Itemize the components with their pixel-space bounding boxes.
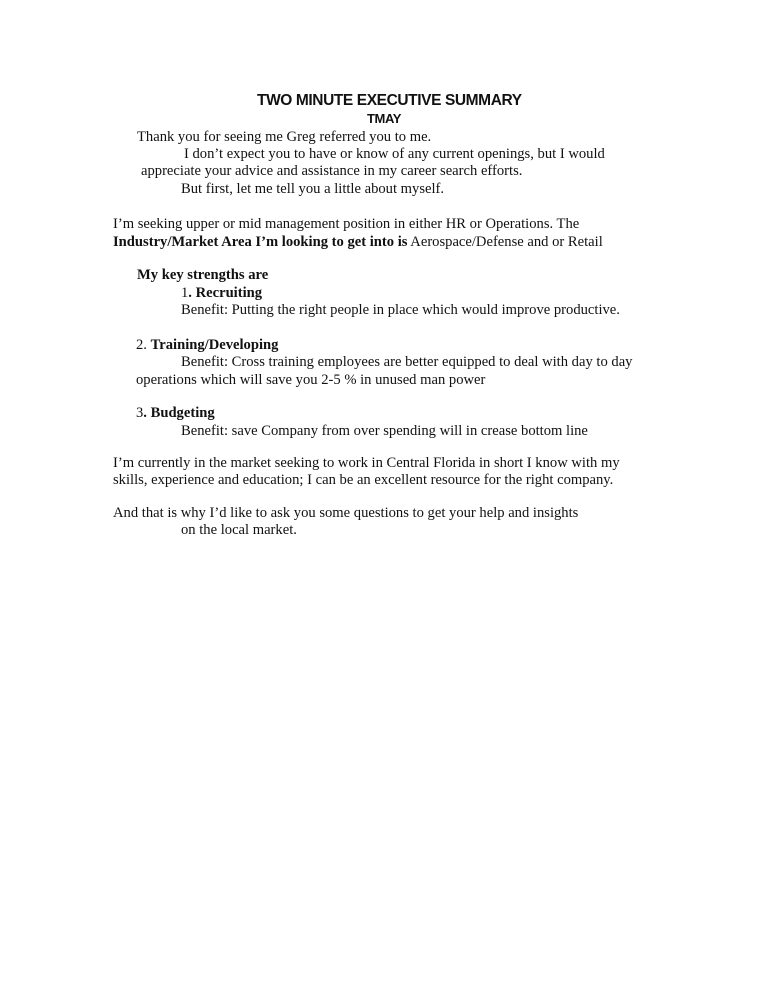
strength-item-3 [136, 405, 215, 422]
intro-line-2: I don’t expect you to have or know of any current openings, but I would [184, 146, 605, 162]
strength-benefit-2: Benefit: Cross training employees are better equipped to deal with day to day [181, 354, 633, 370]
strengths-heading: My key strengths are [137, 267, 269, 283]
strength-number: 1 [181, 285, 189, 301]
strength-name: . Budgeting [143, 405, 215, 421]
closing-line-1: And that is why I’d like to ask you some questions to get your help and insights [113, 505, 579, 521]
intro-line-4: But first, let me tell you a little about myself. [181, 181, 445, 197]
strength-name: . Recruiting [188, 285, 263, 301]
strength-item-2 [136, 337, 278, 354]
strength-number: 3 [136, 405, 144, 421]
market-line-1: I’m currently in the market seeking to work in Central Florida in short I know with my [113, 455, 620, 471]
market-line-2: skills, experience and education; I can be an excellent resource for the right company. [113, 472, 614, 488]
document-subtitle: TMAY [367, 111, 402, 126]
strength-number: 2. [136, 337, 151, 353]
seeking-line-2 [113, 234, 603, 251]
intro-line-3: appreciate your advice and assistance in my career search efforts. [141, 163, 523, 179]
industry-label: Industry/Market Area I’m looking to get into is [113, 234, 408, 250]
closing-line-2: on the local market. [181, 522, 297, 538]
document-title: TWO MINUTE EXECUTIVE SUMMARY [257, 92, 522, 109]
strength-benefit-1: Benefit: Putting the right people in place which would improve productive. [181, 302, 620, 318]
industry-value: Aerospace/Defense and or Retail [407, 234, 603, 250]
strength-item-1 [181, 285, 262, 302]
seeking-line-1: I’m seeking upper or mid management position in either HR or Operations. The [113, 216, 580, 232]
strength-benefit-2-cont: operations which will save you 2-5 % in unused man power [136, 372, 486, 388]
intro-line-1: Thank you for seeing me Greg referred you to me. [137, 129, 432, 145]
strength-name: Training/Developing [150, 337, 279, 353]
strength-benefit-3: Benefit: save Company from over spending will in crease bottom line [181, 423, 588, 439]
